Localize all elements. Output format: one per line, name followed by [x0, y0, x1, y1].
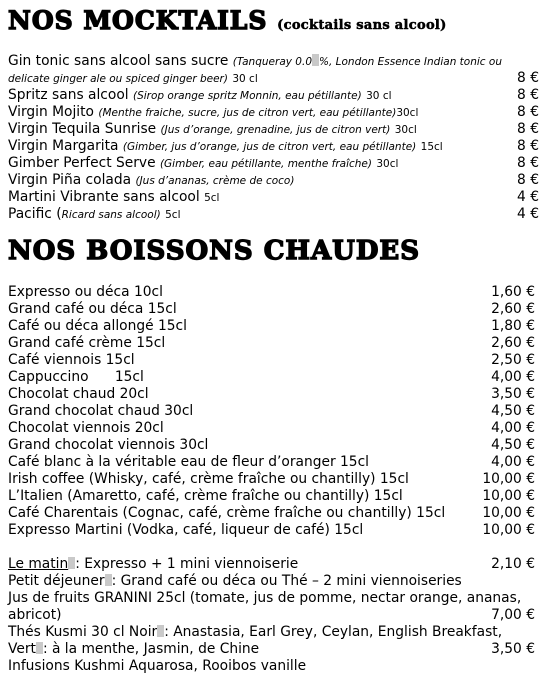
item-name: Grand café crème 15cl	[8, 335, 166, 351]
item-volume: 30cl	[394, 124, 417, 136]
item-name: Expresso ou déca 10cl	[8, 284, 163, 300]
item-price: 8 €	[517, 172, 539, 188]
item-price: 1,80 €	[491, 318, 535, 334]
item-price: 8 €	[517, 104, 539, 120]
menu-item	[8, 488, 539, 505]
mocktails-subtitle: (cocktails sans alcool)	[277, 18, 447, 33]
item-name: Café Charentais (Cognac, café, crème fraîche ou chantilly) 15cl	[8, 505, 446, 521]
menu-item	[8, 471, 539, 488]
mocktails-title	[8, 8, 447, 33]
item-name: Irish coffee (Whisky, café, crème fraîche ou chantilly) 15cl	[8, 471, 409, 487]
menu-item	[8, 437, 539, 454]
thes-text: : Anastasia, Earl Grey, Ceylan, English Breakfast,	[164, 624, 503, 640]
item-price: 2,10 €	[491, 556, 535, 572]
item-price: 4,50 €	[491, 437, 535, 453]
menu-item-matin	[8, 556, 539, 573]
item-desc: (Sirop orange spritz Monnin, eau pétillante)	[133, 90, 362, 102]
menu-item-jus-line2	[8, 607, 539, 624]
item-desc-cont: %, London Essence Indian tonic ou	[319, 56, 502, 68]
item-price: 8 €	[517, 87, 539, 103]
item-name: Grand café ou déca 15cl	[8, 301, 177, 317]
item-volume: 5cl	[204, 192, 220, 204]
item-desc: (Tanqueray 0.0	[232, 56, 312, 68]
item-name: Virgin Piña colada	[8, 172, 132, 188]
item-volume: 30cl	[376, 158, 399, 170]
menu-item	[8, 369, 539, 386]
menu-item	[8, 522, 539, 539]
item-price: 4,00 €	[491, 420, 535, 436]
item-price: 8 €	[517, 70, 539, 86]
matin-text: : Expresso + 1 mini viennoiserie	[75, 556, 299, 572]
item-price: 7,00 €	[491, 607, 535, 623]
thes-label: Thés Kusmi 30 cl Noir	[8, 624, 158, 640]
item-desc-line2: delicate ginger ale ou spiced ginger beer)	[8, 73, 228, 85]
menu-item	[8, 454, 539, 471]
item-name: Grand chocolat viennois 30cl	[8, 437, 209, 453]
item-name: Gin tonic sans alcool sans sucre	[8, 53, 229, 69]
dej-text: : Grand café ou déca ou Thé – 2 mini viennoiseries	[111, 573, 462, 589]
infusions-text: Infusions Kushmi Aquarosa, Rooibos vanille	[8, 658, 307, 674]
item-desc: Ricard sans alcool)	[61, 209, 161, 221]
menu-item	[8, 505, 539, 522]
menu-item	[8, 335, 539, 352]
item-desc: (Gimber, eau pétillante, menthe fraîche)	[159, 158, 372, 170]
item-desc: (Jus d’ananas, crème de coco)	[135, 175, 295, 187]
item-price: 3,50 €	[491, 386, 535, 402]
menu-item	[8, 155, 539, 173]
menu-item-infusions	[8, 658, 539, 675]
menu-item-pacific	[8, 206, 539, 224]
item-price: 10,00 €	[482, 471, 535, 487]
item-name: Spritz sans alcool	[8, 87, 129, 103]
menu-item	[8, 172, 539, 190]
jus-line2: abricot)	[8, 607, 62, 623]
menu-item	[8, 189, 539, 207]
menu-item-jus	[8, 590, 539, 607]
item-desc: (Jus d’orange, grenadine, jus de citron vert)	[160, 124, 391, 136]
menu-item	[8, 420, 539, 437]
item-price: 4 €	[517, 189, 539, 205]
menu-item	[8, 104, 539, 122]
item-price: 1,60 €	[491, 284, 535, 300]
item-desc: (Menthe fraiche, sucre, jus de citron vert, eau pétillante)	[98, 107, 397, 119]
jus-line1: Jus de fruits GRANINI 25cl (tomate, jus de pomme, nectar orange, ananas,	[8, 590, 522, 606]
menu-item	[8, 284, 539, 301]
item-name: Café blanc à la véritable eau de fleur d’oranger 15cl	[8, 454, 370, 470]
item-price: 2,60 €	[491, 301, 535, 317]
item-volume: 15cl	[420, 141, 443, 153]
menu-item-petit-dejeuner	[8, 573, 539, 590]
menu-item	[8, 87, 539, 105]
matin-label: Le matin	[8, 556, 69, 572]
item-name: L’Italien (Amaretto, café, crème fraîche ou chantilly) 15cl	[8, 488, 403, 504]
mocktails-heading: NOS MOCKTAILS	[8, 6, 268, 35]
item-volume: 30 cl	[366, 90, 392, 102]
item-name: Grand chocolat chaud 30cl	[8, 403, 194, 419]
item-price: 3,50 €	[491, 641, 535, 657]
menu-item	[8, 386, 539, 403]
item-price: 8 €	[517, 138, 539, 154]
menu-item	[8, 352, 539, 369]
item-name: Martini Vibrante sans alcool	[8, 189, 200, 205]
item-name: Cappuccino 15cl	[8, 369, 144, 385]
item-volume: 5cl	[165, 209, 181, 221]
menu-item-thes-vert	[8, 641, 539, 658]
item-price: 2,60 €	[491, 335, 535, 351]
item-price: 10,00 €	[482, 522, 535, 538]
vert-label: Vert	[8, 641, 36, 657]
item-price: 4 €	[517, 206, 539, 222]
item-name: Virgin Margarita	[8, 138, 119, 154]
item-price: 10,00 €	[482, 488, 535, 504]
menu-item-thes	[8, 624, 539, 641]
menu-item	[8, 403, 539, 420]
menu-item	[8, 138, 539, 156]
dej-label: Petit déjeuner	[8, 573, 105, 589]
item-name: Café viennois 15cl	[8, 352, 135, 368]
item-name: Pacific (	[8, 206, 62, 222]
item-price: 4,00 €	[491, 369, 535, 385]
item-name: Virgin Tequila Sunrise	[8, 121, 157, 137]
item-name: Café ou déca allongé 15cl	[8, 318, 187, 334]
item-volume: 30 cl	[232, 73, 258, 85]
item-price: 2,50 €	[491, 352, 535, 368]
highlight-mark	[105, 574, 112, 586]
item-name: Virgin Mojito	[8, 104, 94, 120]
item-name: Gimber Perfect Serve	[8, 155, 156, 171]
menu-item-gin-tonic-line2	[8, 70, 539, 88]
item-price: 10,00 €	[482, 505, 535, 521]
item-name: Chocolat viennois 20cl	[8, 420, 164, 436]
item-price: 4,00 €	[491, 454, 535, 470]
item-price: 4,50 €	[491, 403, 535, 419]
item-volume: 30cl	[396, 107, 419, 119]
menu-item	[8, 301, 539, 318]
hot-drinks-title: NOS BOISSONS CHAUDES	[8, 236, 420, 266]
menu-item-gin-tonic	[8, 53, 539, 71]
highlight-mark	[36, 642, 43, 654]
item-price: 8 €	[517, 155, 539, 171]
item-name: Chocolat chaud 20cl	[8, 386, 149, 402]
item-desc: (Gimber, jus d’orange, jus de citron vert, eau pétillante)	[122, 141, 417, 153]
vert-text: : à la menthe, Jasmin, de Chine	[42, 641, 260, 657]
item-price: 8 €	[517, 121, 539, 137]
menu-item	[8, 121, 539, 139]
highlight-mark	[312, 54, 319, 66]
menu-item	[8, 318, 539, 335]
item-name: Expresso Martini (Vodka, café, liqueur de café) 15cl	[8, 522, 364, 538]
